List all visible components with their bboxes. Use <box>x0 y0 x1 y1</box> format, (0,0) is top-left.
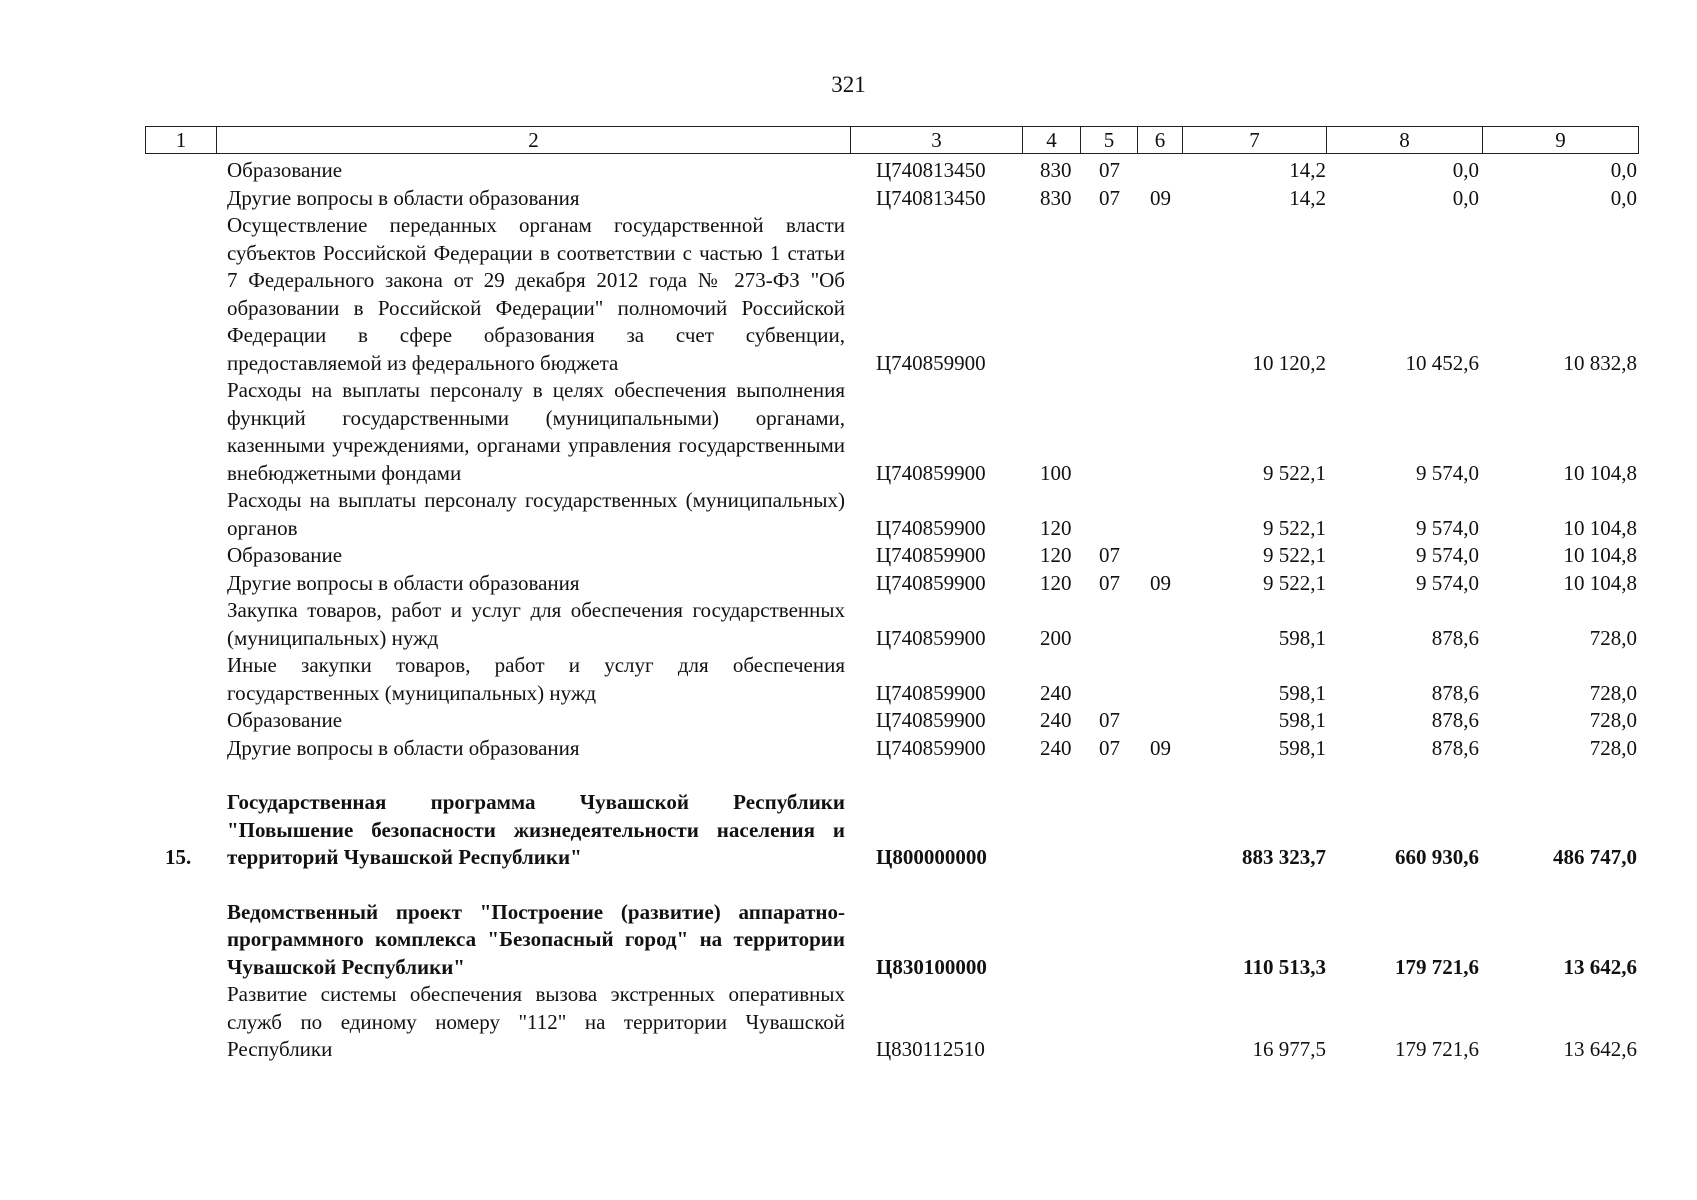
amount-col-8: 660 930,6 <box>1395 845 1479 869</box>
section-code: 07 <box>1099 158 1120 182</box>
row-name: Другие вопросы в области образования <box>227 735 580 760</box>
amount-col-8: 179 721,6 <box>1395 954 1479 979</box>
column-header-8: 8 <box>1327 127 1483 154</box>
amount-col-8: 10 452,6 <box>1405 350 1479 375</box>
row-name: Образование <box>227 158 343 182</box>
table-row <box>0 377 1697 487</box>
amount-col-7: 883 323,7 <box>1242 845 1326 869</box>
row-name: Образование <box>227 708 343 732</box>
target-code: Ц740859900 <box>876 680 986 705</box>
amount-col-8: 9 574,0 <box>1416 460 1479 485</box>
section-code: 07 <box>1099 735 1120 760</box>
expense-type-code: 120 <box>1040 515 1072 540</box>
amount-col-8: 878,6 <box>1431 625 1479 650</box>
target-code: Ц740859900 <box>876 543 986 567</box>
expense-type-code: 830 <box>1040 185 1072 210</box>
target-code: Ц740813450 <box>876 158 986 182</box>
target-code: Ц830112510 <box>876 1037 985 1061</box>
row-name: Иные закупки товаров, работ и услуг для обеспечения государственных (муниципальных) нужд <box>227 653 845 705</box>
amount-col-7: 110 513,3 <box>1243 954 1326 979</box>
row-name: Расходы на выплаты персоналу государственных (муниципальных) органов <box>227 488 845 540</box>
amount-col-7: 16 977,5 <box>1252 1037 1326 1061</box>
row-name: Другие вопросы в области образования <box>227 185 580 210</box>
amount-col-8: 179 721,6 <box>1395 1037 1479 1061</box>
amount-col-9: 10 104,8 <box>1563 515 1637 540</box>
amount-col-7: 9 522,1 <box>1263 570 1326 595</box>
amount-col-8: 0,0 <box>1452 185 1479 210</box>
amount-col-9: 13 642,6 <box>1563 954 1637 979</box>
amount-col-9: 728,0 <box>1589 708 1637 732</box>
amount-col-8: 9 574,0 <box>1416 543 1479 567</box>
target-code: Ц740859900 <box>876 350 986 375</box>
expense-type-code: 830 <box>1040 158 1072 182</box>
expense-type-code: 240 <box>1040 680 1072 705</box>
table-row <box>0 652 1697 707</box>
target-code: Ц740859900 <box>876 570 986 595</box>
row-name: Развитие системы обеспечения вызова экстренных оперативных служб по единому номеру "112" на территории Чувашской Республики <box>227 982 845 1061</box>
table-row <box>0 789 1697 872</box>
table-row <box>0 542 1697 570</box>
target-code: Ц740813450 <box>876 185 986 210</box>
target-code: Ц740859900 <box>876 460 986 485</box>
expense-type-code: 100 <box>1040 460 1072 485</box>
row-name: Осуществление переданных органам государственной власти субъектов Российской Федерации в соответствии с частью 1 статьи 7 Федерального закона от 29 декабря 2012 года № 273-ФЗ "Об образовании в Российской Федерации" полномочий Российской Федерации в сфере образования за счет субвенции, предоставляемой из федерального бюджета <box>227 213 845 375</box>
amount-col-9: 728,0 <box>1589 735 1637 760</box>
row-name: Государственная программа Чувашской Республики "Повышение безопасности жизнедеятельности населения и территорий Чувашской Республики" <box>227 790 845 869</box>
amount-col-7: 9 522,1 <box>1263 515 1326 540</box>
amount-col-8: 9 574,0 <box>1416 515 1479 540</box>
amount-col-9: 486 747,0 <box>1553 845 1637 869</box>
section-code: 07 <box>1099 570 1120 595</box>
amount-col-9: 0,0 <box>1610 158 1637 182</box>
table-row <box>0 212 1697 377</box>
amount-col-9: 728,0 <box>1589 680 1637 705</box>
amount-col-7: 9 522,1 <box>1263 543 1326 567</box>
page-number: 321 <box>831 72 866 97</box>
expense-type-code: 240 <box>1040 708 1072 732</box>
row-name: Ведомственный проект "Построение (развитие) аппаратно-программного комплекса "Безопасный город" на территории Чувашской Республики" <box>227 899 845 979</box>
table-row <box>0 899 1697 982</box>
table-row <box>0 570 1697 598</box>
target-code: Ц740859900 <box>876 708 986 732</box>
column-header-5: 5 <box>1081 127 1138 154</box>
section-code: 07 <box>1099 185 1120 210</box>
row-name: Другие вопросы в области образования <box>227 570 580 595</box>
section-code: 07 <box>1099 708 1120 732</box>
amount-col-7: 598,1 <box>1278 625 1326 650</box>
table-row <box>0 157 1697 185</box>
amount-col-7: 9 522,1 <box>1263 460 1326 485</box>
table-row <box>0 707 1697 735</box>
column-header-2: 2 <box>217 127 851 154</box>
target-code: Ц740859900 <box>876 625 986 650</box>
column-header-table <box>145 126 1639 154</box>
expense-type-code: 200 <box>1040 625 1072 650</box>
table-row <box>0 185 1697 213</box>
column-header-7: 7 <box>1183 127 1327 154</box>
row-name: Расходы на выплаты персоналу в целях обеспечения выполнения функций государственными (муниципальными) органами, казенными учреждениями, органами управления государственными внебюджетными фондами <box>227 378 845 485</box>
subsection-code: 09 <box>1150 185 1171 210</box>
table-row <box>0 597 1697 652</box>
expense-type-code: 120 <box>1040 543 1072 567</box>
amount-col-9: 10 104,8 <box>1563 460 1637 485</box>
amount-col-8: 0,0 <box>1452 158 1479 182</box>
column-header-4: 4 <box>1023 127 1081 154</box>
row-number: 15. <box>165 845 192 869</box>
amount-col-9: 13 642,6 <box>1563 1037 1637 1061</box>
column-header-6: 6 <box>1138 127 1183 154</box>
target-code: Ц740859900 <box>876 735 986 760</box>
amount-col-7: 10 120,2 <box>1252 350 1326 375</box>
subsection-code: 09 <box>1150 735 1171 760</box>
amount-col-9: 0,0 <box>1610 185 1637 210</box>
column-header-9: 9 <box>1483 127 1639 154</box>
amount-col-7: 598,1 <box>1278 735 1326 760</box>
row-name: Образование <box>227 543 343 567</box>
column-header-3: 3 <box>851 127 1023 154</box>
column-header-1: 1 <box>146 127 217 154</box>
row-name: Закупка товаров, работ и услуг для обеспечения государственных (муниципальных) нужд <box>227 598 845 650</box>
subsection-code: 09 <box>1150 570 1171 595</box>
expense-type-code: 240 <box>1040 735 1072 760</box>
amount-col-8: 9 574,0 <box>1416 570 1479 595</box>
expense-type-code: 120 <box>1040 570 1072 595</box>
amount-col-8: 878,6 <box>1431 735 1479 760</box>
amount-col-8: 878,6 <box>1431 708 1479 732</box>
table-row <box>0 487 1697 542</box>
amount-col-9: 10 104,8 <box>1563 543 1637 567</box>
section-code: 07 <box>1099 543 1120 567</box>
target-code: Ц740859900 <box>876 515 986 540</box>
target-code: Ц800000000 <box>876 845 987 869</box>
amount-col-9: 728,0 <box>1589 625 1637 650</box>
budget-rows <box>0 157 1697 1064</box>
target-code: Ц830100000 <box>876 954 987 979</box>
table-row <box>0 735 1697 763</box>
table-row <box>0 981 1697 1064</box>
amount-col-7: 14,2 <box>1289 158 1326 182</box>
amount-col-7: 598,1 <box>1278 708 1326 732</box>
amount-col-8: 878,6 <box>1431 680 1479 705</box>
amount-col-9: 10 832,8 <box>1563 350 1637 375</box>
amount-col-7: 598,1 <box>1278 680 1326 705</box>
amount-col-7: 14,2 <box>1289 185 1326 210</box>
amount-col-9: 10 104,8 <box>1563 570 1637 595</box>
